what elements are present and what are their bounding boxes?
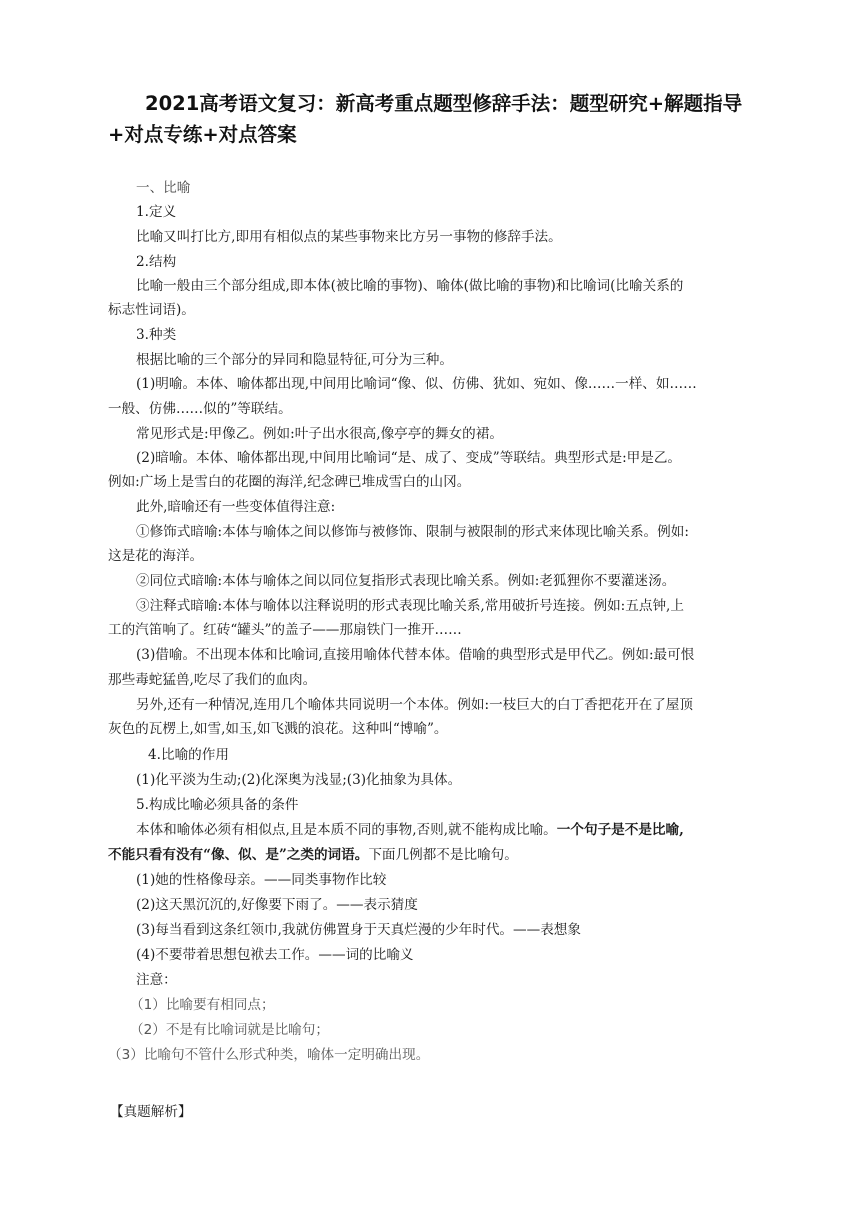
paragraph-continued: 那些毒蛇猛兽,吃尽了我们的血肉。 bbox=[108, 672, 317, 688]
paragraph-continued bbox=[108, 845, 758, 865]
paragraph: 比喻一般由三个部分组成,即本体(被比喻的事物)、喻体(做比喻的事物)和比喻词(比喻关系的 bbox=[136, 278, 684, 294]
paragraph: (3)借喻。不出现本体和比喻词,直接用喻体代替本体。借喻的典型形式是甲代乙。例如:最可恨 bbox=[136, 647, 695, 663]
example-item: (3)每当看到这条红领巾,我就仿佛置身于天真烂漫的少年时代。——表想象 bbox=[136, 922, 581, 938]
paragraph-continued: 工的汽笛响了。红砖“罐头”的盖子——那扇铁门一推开…… bbox=[108, 622, 462, 638]
paragraph-continued: 例如:广场上是雪白的花圈的海洋,纪念碑已堆成雪白的山冈。 bbox=[108, 474, 471, 490]
page-title: 2021高考语文复习：新高考重点题型修辞手法：题型研究+解题指导+对点专练+对点答案 bbox=[108, 92, 743, 146]
paragraph: 另外,还有一种情况,连用几个喻体共同说明一个本体。例如:一枝巨大的白丁香把花开在了屋顶 bbox=[136, 697, 693, 713]
paragraph: ③注释式暗喻:本体与喻体以注释说明的形式表现比喻关系,常用破折号连接。例如:五点钟,上 bbox=[136, 598, 684, 614]
subheading-conditions: 5.构成比喻必须具备的条件 bbox=[136, 797, 299, 813]
paragraph-continued: 这是花的海洋。 bbox=[108, 548, 204, 564]
paragraph: 常见形式是:甲像乙。例如:叶子出水很高,像亭亭的舞女的裙。 bbox=[136, 426, 503, 442]
note-item: （3）比喻句不管什么形式种类，喻体一定明确出现。 bbox=[108, 1047, 430, 1063]
note-heading: 注意： bbox=[136, 972, 177, 988]
subheading-definition: 1.定义 bbox=[136, 204, 177, 220]
subheading-structure: 2.结构 bbox=[136, 254, 177, 270]
paragraph: (1)明喻。本体、喻体都出现,中间用比喻词“像、似、仿佛、犹如、宛如、像……一样、如…… bbox=[136, 376, 697, 392]
example-item: (4)不要带着思想包袱去工作。——词的比喻义 bbox=[136, 947, 414, 963]
paragraph: (2)暗喻。本体、喻体都出现,中间用比喻词“是、成了、变成”等联结。典型形式是:甲是乙。 bbox=[136, 450, 682, 466]
note-item: （2）不是有比喻词就是比喻句； bbox=[130, 1022, 329, 1038]
paragraph: 此外,暗喻还有一些变体值得注意: bbox=[136, 499, 336, 515]
section-heading-metaphor: 一、比喻 bbox=[136, 180, 191, 196]
subheading-function: 4.比喻的作用 bbox=[148, 747, 229, 763]
text-emphasis: 不能只看有没有“像、似、是”之类的词语。 bbox=[108, 847, 369, 863]
text-plain: 本体和喻体必须有相似点,且是本质不同的事物,否则,就不能构成比喻。 bbox=[136, 822, 557, 838]
note-item: （1）比喻要有相同点； bbox=[130, 997, 275, 1013]
example-item: (2)这天黑沉沉的,好像要下雨了。——表示猜度 bbox=[136, 897, 418, 913]
section-heading-past-exam: 【真题解析】 bbox=[110, 1104, 192, 1120]
paragraph bbox=[136, 820, 786, 840]
example-item: (1)她的性格像母亲。——同类事物作比较 bbox=[136, 872, 387, 888]
paragraph: ①修饰式暗喻:本体与喻体之间以修饰与被修饰、限制与被限制的形式来体现比喻关系。例如: bbox=[136, 524, 689, 540]
paragraph-continued: 灰色的瓦楞上,如雪,如玉,如飞溅的浪花。这种叫“博喻”。 bbox=[108, 721, 448, 737]
paragraph-continued: 一般、仿佛……似的”等联结。 bbox=[108, 401, 292, 417]
paragraph: (1)化平淡为生动;(2)化深奥为浅显;(3)化抽象为具体。 bbox=[136, 772, 462, 788]
paragraph: ②同位式暗喻:本体与喻体之间以同位复指形式表现比喻关系。例如:老狐狸你不要灌迷汤。 bbox=[136, 573, 676, 589]
paragraph: 根据比喻的三个部分的异同和隐显特征,可分为三种。 bbox=[136, 352, 453, 368]
subheading-types: 3.种类 bbox=[136, 327, 177, 343]
paragraph-continued: 标志性词语)。 bbox=[108, 302, 195, 318]
text-plain: 下面几例都不是比喻句。 bbox=[368, 847, 518, 863]
text-emphasis: 一个句子是不是比喻, bbox=[556, 822, 684, 838]
paragraph: 比喻又叫打比方,即用有相似点的某些事物来比方另一事物的修辞手法。 bbox=[136, 229, 562, 245]
